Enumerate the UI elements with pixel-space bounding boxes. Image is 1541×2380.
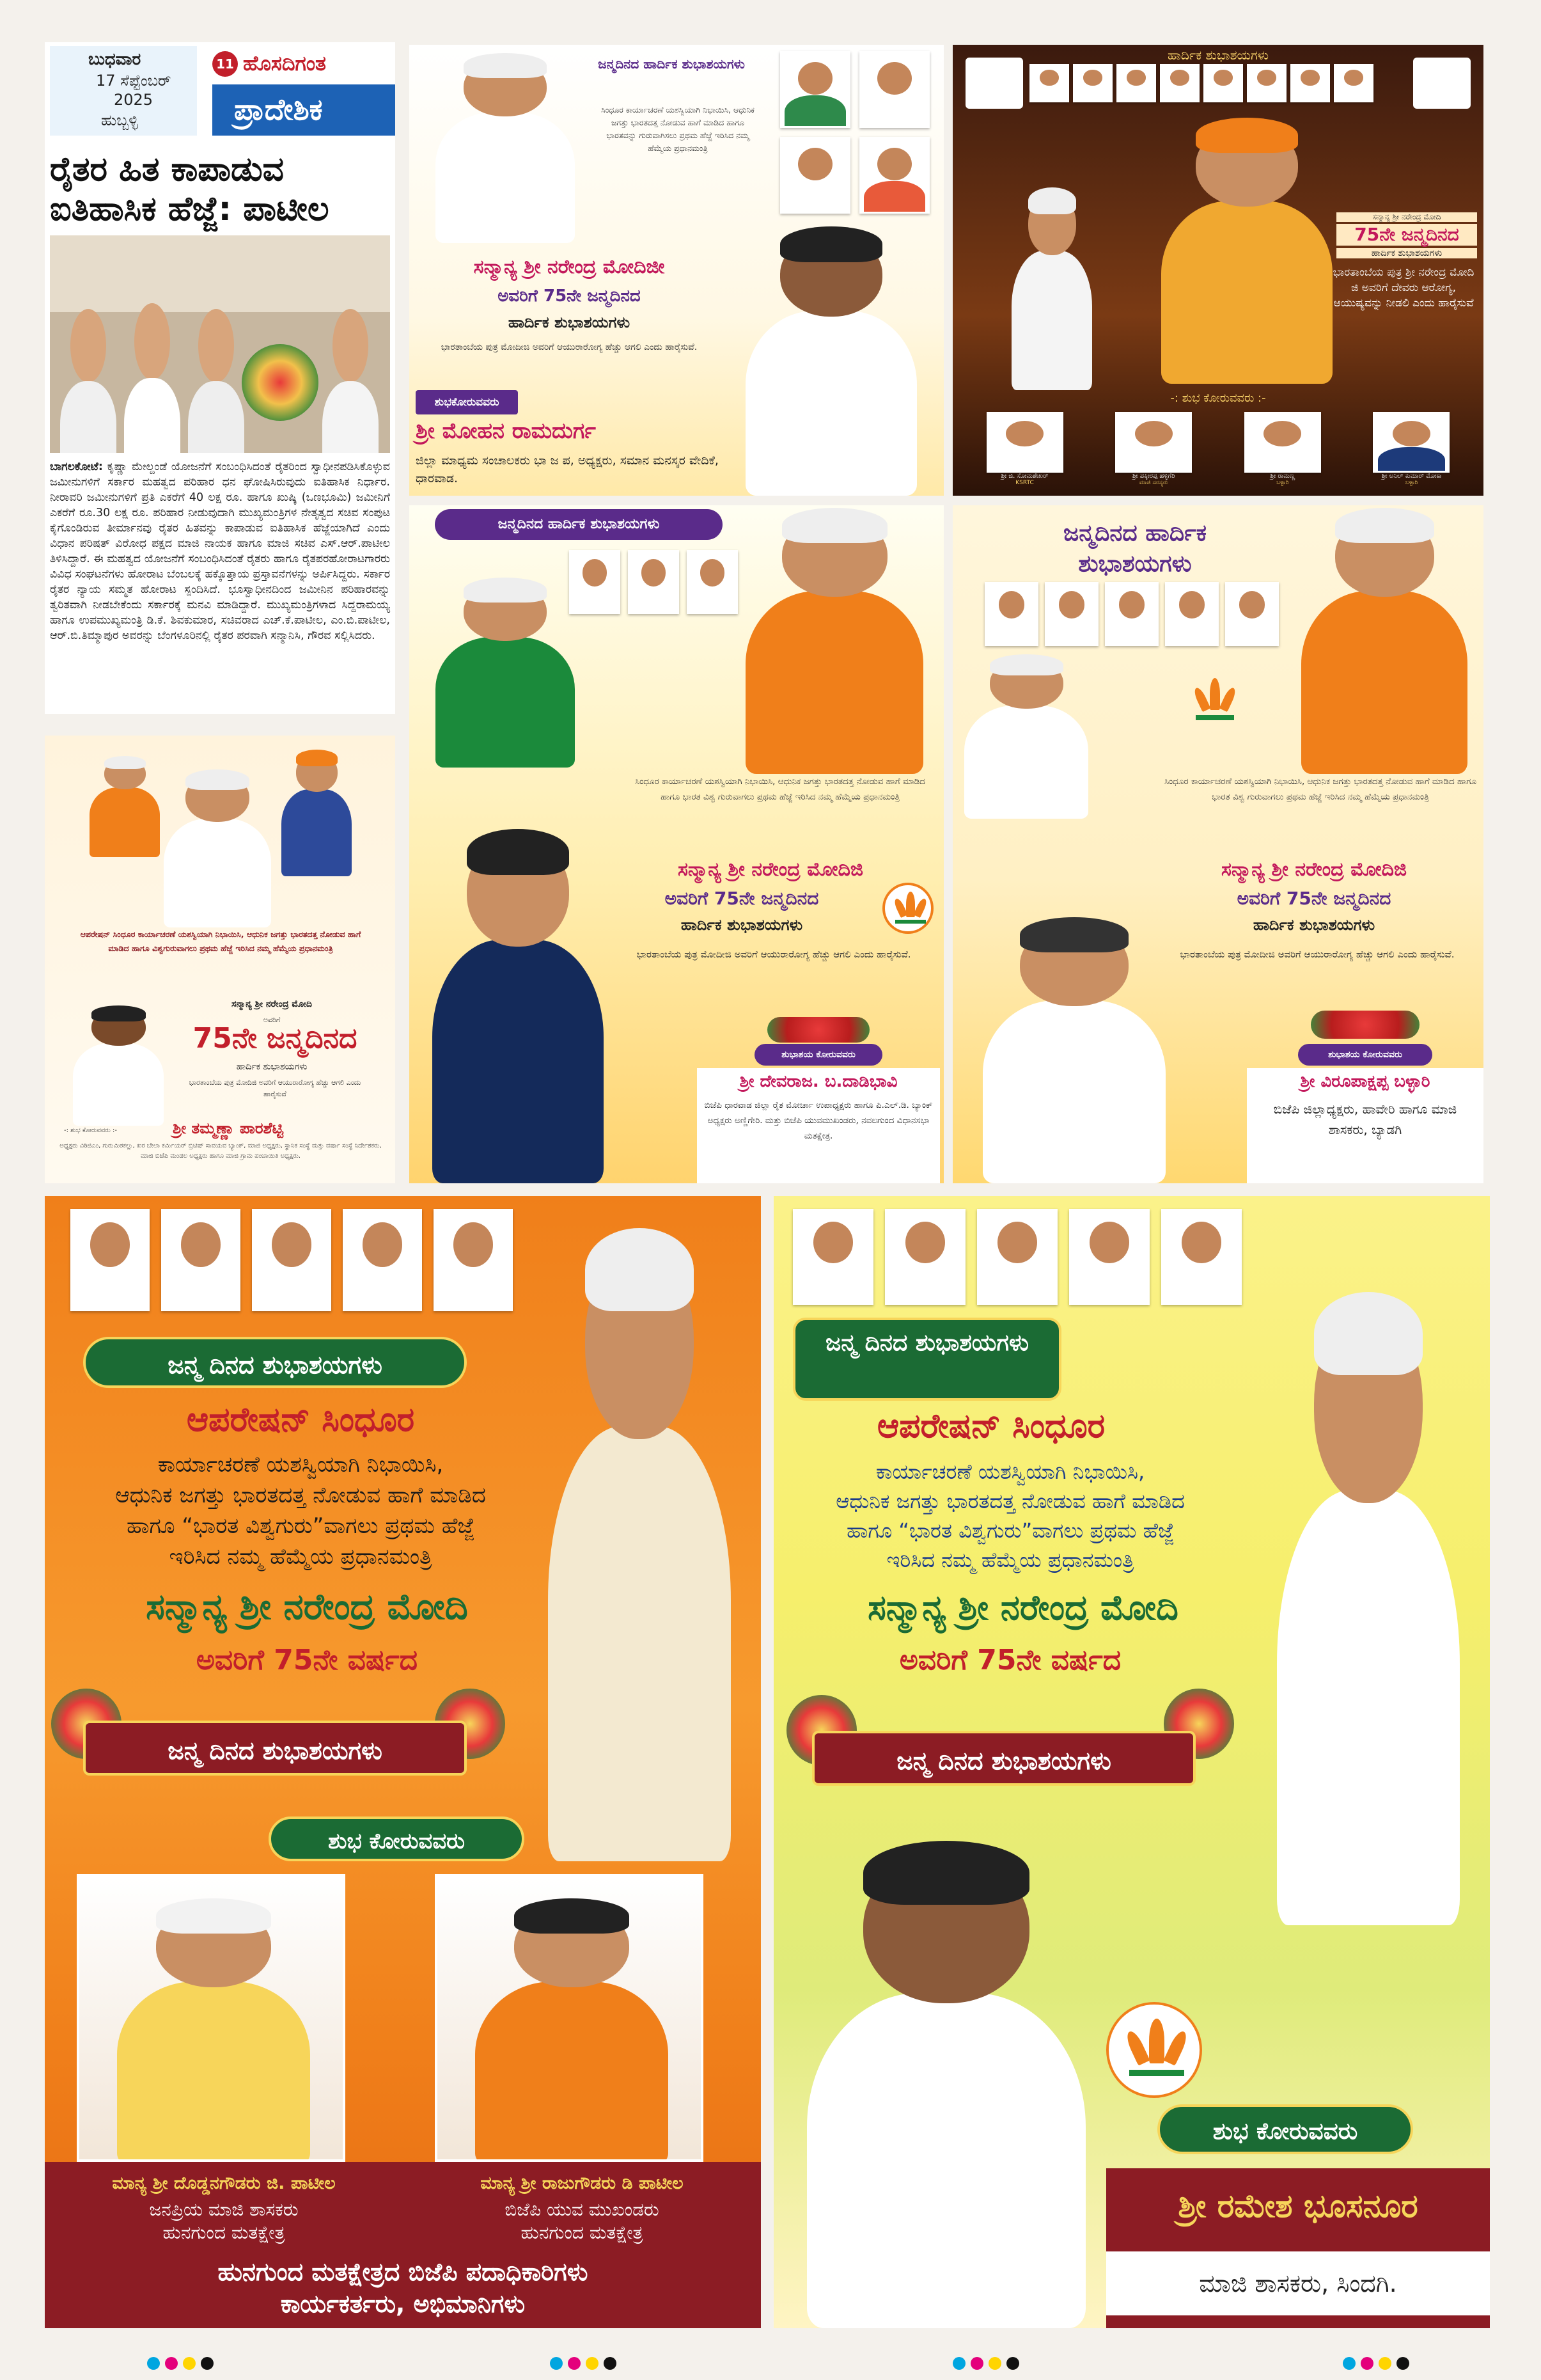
ad5-leader-thumbs [985, 582, 1279, 646]
ad2-sub: ಹಾರ್ದಿಕ ಶುಭಾಶಯಗಳು [1336, 248, 1477, 258]
leader-photo [434, 1209, 513, 1311]
sponsor-name: ಶ್ರೀ ಪಕ್ಕೀರಪ್ಪ ಹಳ್ಳಿಗೆರಿ [1132, 473, 1175, 480]
ad3-sponsor-portrait [64, 1004, 173, 1126]
leader-green-portrait [422, 576, 588, 768]
sponsor-portrait [416, 825, 620, 1183]
modi-standing-portrait [531, 1222, 748, 1861]
masthead-city: ಹುಬ್ಬಳ್ಳಿ [101, 111, 138, 129]
ad2-from-label: -: ಶುಭ ಕೋರುವವರು :- [1170, 391, 1266, 405]
ad5-line3: ಹಾರ್ದಿಕ ಶುಭಾಶಯಗಳು [1253, 916, 1375, 934]
ad6-sponsor-place-1: ಹುನಗುಂದ ಮತಕ್ಷೇತ್ರ [162, 2222, 285, 2243]
ad6-op: ಆಪರೇಷನ್ ಸಿಂಧೂರ [186, 1401, 415, 1439]
ad5-intro: ಸಿಂಧೂರ ಕಾರ್ಯಾಚರಣೆ ಯಶಸ್ವಿಯಾಗಿ ನಿಭಾಯಿಸಿ, ಆಧುನಿಕ ಜಗತ್ತು ಭಾರತದತ್ತ ನೋಡುವ ಹಾಗೆ ಮಾಡಿದ ಹಾಗೂ ಭಾರತ ವಿಶ್ವ ಗುರುವಾಗಲು ಪ್ರಥಮ ಹೆಜ್ಜೆ ಇರಿಸಿದ ನಮ್ಮ ಹೆಮ್ಮೆಯ ಪ್ರಧಾನಮಂತ್ರಿ [1164, 776, 1476, 802]
ad1-line2: ಅವರಿಗೆ 75ನೇ ಜನ್ಮದಿನದ [497, 287, 641, 306]
ad3-from-label: -: ಶುಭ ಕೋರುವವರು :- [64, 1127, 117, 1134]
ad4-from-label: ಶುಭಾಶಯ ಕೋರುವವರು [755, 1044, 882, 1066]
ad4-sponsor-title: ಬಿಜೆಪಿ ಧಾರವಾಡ ಜಿಲ್ಲಾ ರೈತ ಮೋರ್ಚಾ ಉಪಾಧ್ಯಕ್ಷರು ಹಾಗೂ ಪಿ.ಎಲ್.ಡಿ. ಬ್ಯಾಂಕ್ ಅಧ್ಯಕ್ಷರು ಅಣ್ಣಿಗೇರಿ. ಮತ್ತು ಬಿಜೆಪಿ ಯುವಮುಖಂಡರು, ನವಲಗುಂದ ವಿಧಾನಸಭಾ ಮತಕ್ಷೇತ್ರ. [704, 1100, 933, 1141]
modi-portrait [729, 505, 940, 774]
article-body [50, 459, 390, 643]
ad7-intro1: ಕಾರ್ಯಾಚರಣೆ ಯಶಸ್ವಿಯಾಗಿ ನಿಭಾಯಿಸಿ, [875, 1460, 1145, 1484]
ad6-banner: ಜನ್ಮ ದಿನದ ಶುಭಾಶಯಗಳು [83, 1721, 467, 1776]
page-number: 11 [212, 51, 238, 77]
ad7-intro4: ಇರಿಸಿದ ನಮ್ಮ ಹೆಮ್ಮೆಯ ಪ್ರಧಾನಮಂತ್ರಿ [886, 1548, 1134, 1572]
sponsor-photo [1373, 412, 1450, 473]
sponsor-photo [987, 412, 1063, 473]
leader-photo [70, 1209, 150, 1311]
ad6-sponsor-place-2: ಹುನಗುಂದ ಮತಕ್ಷೇತ್ರ [520, 2222, 643, 2243]
ad4-title: ಜನ್ಮದಿನದ ಹಾರ್ದಿಕ ಶುಭಾಶಯಗಳು [435, 509, 723, 540]
ad6-intro3: ಹಾಗೂ “ಭಾರತ ವಿಶ್ವಗುರು”ವಾಗಲು ಪ್ರಥಮ ಹೆಜ್ಜೆ [126, 1513, 475, 1539]
ad6-intro4: ಇರಿಸಿದ ನಮ್ಮ ಹೆಮ್ಮೆಯ ಪ್ರಧಾನಮಂತ್ರಿ [169, 1544, 432, 1570]
leader-photo [1160, 64, 1200, 102]
leader-photo [628, 550, 679, 614]
flower-bouquet [242, 344, 318, 421]
leader-photo [1029, 64, 1069, 102]
ad2-sponsor-card [966, 412, 1084, 492]
article-dateline: ಬಾಗಲಕೋಟೆ: [50, 461, 103, 473]
ad2-title: ಹಾರ್ದಿಕ ಶುಭಾಶಯಗಳು [1167, 47, 1269, 63]
leader-photo [859, 137, 930, 214]
ad2-sponsors [966, 412, 1471, 492]
leader-photo [1105, 582, 1159, 646]
leader-photo [1165, 582, 1219, 646]
ad3-wish: ಭಾರತಾಂಬೆಯ ಪುತ್ರ ಮೋದಿಜಿ ಅವರಿಗೆ ಆಯುರಾರೋಗ್ಯ ಹೆಚ್ಚು ಆಗಲಿ ಎಂದು ಹಾರೈಸುವೆ [189, 1078, 361, 1098]
ad1-sponsor-title: ಜಿಲ್ಲಾ ಮಾಧ್ಯಮ ಸಂಚಾಲಕರು ಭಾ ಜ ಪ, ಅಧ್ಯಕ್ಷರು, ಸಮಾನ ಮನಸ್ಕರ ವೇದಿಕೆ, ಧಾರವಾಡ. [416, 453, 719, 485]
sponsor-name: ಶ್ರೀ ಅನಿಲ್ ಕುಮಾರ್ ಮೋಕಾ [1381, 473, 1442, 480]
ad2-leader-thumbs [1029, 64, 1373, 102]
leader-photo [343, 1209, 422, 1311]
ad6-sponsor-photo-2 [435, 1874, 703, 2162]
modi-portrait [422, 51, 588, 243]
ad1-line3: ಹಾರ್ದಿಕ ಶುಭಾಶಯಗಳು [508, 313, 630, 331]
article-column [45, 42, 395, 714]
modi-group-portraits [83, 742, 358, 934]
ad2-msg: ಭಾರತಾಂಬೆಯ ಪುತ್ರ ಶ್ರೀ ನರೇಂದ್ರ ಮೋದಿ ಜಿ ಅವರಿಗೆ ದೇವರು ಆರೋಗ್ಯ, ಆಯುಷ್ಯವನ್ನು ನೀಡಲಿ ಎಂದು ಹಾರೈಸುವೆ [1333, 266, 1475, 310]
leader-photo [977, 1209, 1058, 1305]
ad4-sponsor-name: ಶ್ರೀ ದೇವರಾಜ. ಬ.ದಾಡಿಭಾವಿ [739, 1072, 898, 1091]
ad-tammanna-parashetti [45, 736, 395, 1183]
ad5-sponsor-card [1247, 1068, 1483, 1183]
masthead-year: 2025 [114, 91, 153, 109]
ad4-leader-thumbs [569, 550, 738, 614]
ad5-honoree: ಸನ್ಮಾನ್ಯ ಶ್ರೀ ನರೇಂದ್ರ ಮೋದಿಜಿ [1221, 858, 1407, 881]
leader-photo [1116, 64, 1156, 102]
ad7-banner: ಜನ್ಮ ದಿನದ ಶುಭಾಶಯಗಳು [812, 1731, 1196, 1786]
paper-logo-bar [212, 47, 395, 81]
sponsor-name: ಶ್ರೀ ರಾಮಣ್ಣ [1270, 473, 1295, 480]
ad6-honoree: ಸನ್ಮಾನ್ಯ ಶ್ರೀ ನರೇಂದ್ರ ಮೋದಿ [146, 1586, 468, 1628]
ad6-footer-1: ಹುನಗುಂದ ಮತಕ್ಷೇತ್ರದ ಬಿಜೆಪಿ ಪದಾಧಿಕಾರಿಗಳು [217, 2258, 588, 2286]
bjp-lotus-icon [1106, 2002, 1202, 2098]
flower-garland [767, 1017, 870, 1043]
ad4-line3: ಹಾರ್ದಿಕ ಶುಭಾಶಯಗಳು [680, 916, 803, 934]
sponsor-role: ಬಳ್ಳಾರಿ [1276, 480, 1289, 486]
leader-white-portrait [953, 652, 1100, 819]
ad4-intro: ಸಿಂಧೂರ ಕಾರ್ಯಾಚರಣೆ ಯಶಸ್ವಿಯಾಗಿ ನಿಭಾಯಿಸಿ, ಆಧುನಿಕ ಜಗತ್ತು ಭಾರತದತ್ತ ನೋಡುವ ಹಾಗೆ ಮಾಡಿದ ಹಾಗೂ ಭಾರತ ವಿಶ್ವ ಗುರುವಾಗಲು ಪ್ರಥಮ ಹೆಜ್ಜೆ ಇರಿಸಿದ ನಮ್ಮ ಹೆಮ್ಮೆಯ ಪ್ರಧಾನಮಂತ್ರಿ [635, 776, 925, 802]
article-photo [50, 235, 390, 453]
ad1-leader-thumbs [780, 51, 940, 214]
ad1-from-label: ಶುಭಕೋರುವವರು [416, 390, 518, 414]
sponsor-role: ಬಳ್ಳಾರಿ [1405, 480, 1418, 486]
leader-photo [885, 1209, 966, 1305]
section-name: ಪ್ರಾದೇಶಿಕ [234, 92, 323, 127]
masthead-date: 17 ಸೆಪ್ಟೆಂಬರ್ [96, 72, 171, 90]
ad6-intro2: ಆಧುನಿಕ ಜಗತ್ತು ಭಾರತದತ್ತ ನೋಡುವ ಹಾಗೆ ಮಾಡಿದ [115, 1483, 486, 1508]
ad6-sponsor-name-1: ಮಾನ್ಯ ಶ್ರೀ ದೊಡ್ಡನಗೌಡರು ಜಿ. ಪಾಟೀಲ [112, 2173, 336, 2193]
leader-photo [780, 51, 850, 128]
ad2-honoree-small: ಸನ್ಮಾನ್ಯ ಶ್ರೀ ನರೇಂದ್ರ ಮೋದಿ [1336, 212, 1477, 222]
ad7-intro2: ಆಧುನಿಕ ಜಗತ್ತು ಭಾರತದತ್ತ ನೋಡುವ ಹಾಗೆ ಮಾಡಿದ [836, 1489, 1185, 1513]
ad1-honoree: ಸನ್ಮಾನ್ಯ ಶ್ರೀ ನರೇಂದ್ರ ಮೋದಿಜೀ [473, 256, 665, 278]
ad3-sponsor-name: ಶ್ರೀ ತಮ್ಮಣ್ಣಾ ಪಾರಶೆಟ್ಟಿ [173, 1119, 284, 1137]
leader-photo [252, 1209, 331, 1311]
bjp-flag-left [966, 58, 1023, 109]
registration-marks [953, 2357, 1019, 2370]
leader-photo [1290, 64, 1330, 102]
leader-photo [985, 582, 1038, 646]
registration-marks [550, 2357, 616, 2370]
date-box [50, 46, 197, 136]
ad6-from-label: ಶುಭ ಕೋರುವವರು [269, 1817, 524, 1861]
ad7-from-label: ಶುಭ ಕೋರುವವರು [1157, 2104, 1413, 2154]
masthead-day: ಬುಧವಾರ [88, 50, 141, 69]
registration-marks [1343, 2357, 1409, 2370]
modi-walking-portrait [1260, 1286, 1477, 1925]
ad4-honoree: ಸನ್ಮಾನ್ಯ ಶ್ರೀ ನರೇಂದ್ರ ಮೋದಿಜಿ [678, 858, 863, 881]
leader-photo [1225, 582, 1279, 646]
ad1-intro: ಸಿಂಧೂರ ಕಾರ್ಯಾಚರಣೆ ಯಶಸ್ವಿಯಾಗಿ ನಿಭಾಯಿಸಿ, ಆಧುನಿಕ ಜಗತ್ತು ಭಾರತದತ್ತ ನೋಡುವ ಹಾಗೆ ಮಾಡಿದ ಹಾಗೂ ಭಾರತವನ್ನು ಗುರುವಾಗಿಸಲು ಪ್ರಥಮ ಹೆಜ್ಜೆ ಇರಿಸಿದ ನಮ್ಮ ಹೆಮ್ಮೆಯ ಪ್ರಧಾನಮಂತ್ರಿ [601, 105, 755, 153]
modi-portrait [1285, 505, 1483, 774]
ad4-line2: ಅವರಿಗೆ 75ನೇ ಜನ್ಮದಿನದ [664, 888, 819, 909]
ad6-title: ಜನ್ಮ ದಿನದ ಶುಭಾಶಯಗಳು [83, 1337, 467, 1388]
ad-hungund-patil [45, 1196, 761, 2328]
sponsor-photo [1115, 412, 1192, 473]
ad7-year: ಅವರಿಗೆ 75ನೇ ವರ್ಷದ [899, 1644, 1122, 1676]
modi-waving-portrait [1145, 115, 1349, 384]
ad-devaraj-dadibhavi [409, 505, 944, 1183]
ad1-sponsor-name: ಶ್ರೀ ಮೋಹನ ರಾಮದುರ್ಗ [416, 418, 596, 444]
leader-photo [1069, 1209, 1150, 1305]
ad3-sponsor-title: ಅಧ್ಯಕ್ಷರು ವಿಠಿಜಿಎಂ, ಗುರುಮಿಠಕಲ್ಲು, ಖರ ಬೇಲಾ ಕರ್ಮಿಯರ್ ಬ್ರಿಟಿಷ್ ಸಾವಯವ ಬ್ಯಾಂಕ್, ಮಾಜಿ ಅಧ್ಯಕ್ಷರು, ಸ್ಥಾನಿಕ ಸಂಸ್ಥೆ ಮತ್ತು ವರ್ಷಾ ಸಂಸ್ಥೆ ನಿರ್ದೇಶಕರು, ಮಾಜಿ ಬಿಜೆಪಿ ಮಂಡಲ ಅಧ್ಯಕ್ಷರು ಹಾಗೂ ಮಾಜಿ ಗ್ರಾಮ ಪಂಚಾಯಿತಿ ಅಧ್ಯಕ್ಷರು. [59, 1142, 382, 1160]
leader-photo [859, 51, 930, 128]
ad5-sponsor-title: ಬಿಜೆಪಿ ಜಿಲ್ಲಾಧ್ಯಕ್ಷರು, ಹಾವೇರಿ ಹಾಗೂ ಮಾಜಿ ಶಾಸಕರು, ಬ್ಯಾಡಗಿ [1273, 1101, 1457, 1137]
masthead [45, 42, 395, 138]
ad5-title: ಜನ್ಮದಿನದ ಹಾರ್ದಿಕ ಶುಭಾಶಯಗಳು [1063, 520, 1207, 577]
ad5-line2: ಅವರಿಗೆ 75ನೇ ಜನ್ಮದಿನದ [1237, 888, 1391, 909]
ad5-wish: ಭಾರತಾಂಬೆಯ ಪುತ್ರ ಮೋದೀಜಿ ಅವರಿಗೆ ಆಯುರಾರೋಗ್ಯ ಹೆಚ್ಚು ಆಗಲಿ ಎಂದು ಹಾರೈಸುವೆ. [1180, 949, 1455, 960]
leader-photo [1334, 64, 1373, 102]
leader-photo [161, 1209, 240, 1311]
ad3-avarige: ಅವರಿಗೆ [263, 1016, 281, 1024]
ad6-sponsor-role-1: ಜನಪ್ರಿಯ ಮಾಜಿ ಶಾಸಕರು [149, 2199, 299, 2220]
headline: ರೈತರ ಹಿತ ಕಾಪಾಡುವ ಐತಿಹಾಸಿಕ ಹೆಜ್ಜೆ: ಪಾಟೀಲ [50, 150, 329, 228]
ad3-honoree: ಸನ್ಮಾನ್ಯ ಶ್ರೀ ನರೇಂದ್ರ ಮೋದಿ [231, 999, 312, 1009]
ad2-sponsor-card [1223, 412, 1342, 492]
article-text: ಕೃಷ್ಣಾ ಮೇಲ್ದಂಡೆ ಯೋಜನೆಗೆ ಸಂಬಂಧಿಸಿದಂತೆ ರೈತರಿಂದ ಸ್ವಾಧೀನಪಡಿಸಿಕೊಳ್ಳುವ ಜಮೀನುಗಳಿಗೆ ಸರ್ಕಾರ ಮಹತ್ವದ ಪರಿಹಾರ ಧನ ಘೋಷಿಸಿರುವುದು ಐತಿಹಾಸಿಕ ನಿರ್ಧಾರ. ನೀರಾವರಿ ಜಮೀನುಗಳಿಗೆ ಪ್ರತಿ ಎಕರೆಗೆ 40 ಲಕ್ಷ ರೂ. ಹಾಗೂ ಖುಷ್ಕಿ (ಒಣಭೂಮಿ) ಜಮೀನಿಗೆ ಎಕರೆಗೆ ರೂ.30 ಲಕ್ಷ ರೂ. ಪರಿಹಾರ ನೀಡುವುದಾಗಿ ಮುಖ್ಯಮಂತ್ರಿಗಳ ನೇತೃತ್ವದ ಸಚಿವ ಸಂಪುಟ ಕೈಗೊಂಡಿರುವ ತೀರ್ಮಾನವು ರೈತರ ಹಿತವನ್ನು ಕಾಪಾಡುವ ಐತಿಹಾಸಿಕ ಹೆಜ್ಜೆಯಾಗಿದೆ ಎಂದು ವಿಧಾನ ಪರಿಷತ್ ವಿರೋಧ ಪಕ್ಷದ ಮಾಜಿ ನಾಯಕ ಹಾಗೂ ಮಾಜಿ ಸಚಿವ ಎಸ್.ಆರ್.ಪಾಟೀಲ ತಿಳಿಸಿದ್ದಾರೆ. ಈ ಮಹತ್ವದ ಯೋಜನೆಗೆ ಸಂಬಂಧಿಸಿದಂತೆ ರೈತರು ಹಾಗೂ ರೈತಪರಹೋರಾಟಗಾರರು ವಿವಿಧ ಸಂಘಟನೆಗಳು ಹೋರಾಟ ಬೆಂಬಲಕ್ಕೆ ಹಕ್ಕೊತ್ತಾಯ ಪ್ರಸ್ತಾವನೆಗಳನ್ನು ಅರ್ಪಿಸಿದ್ದರು. ಸರ್ಕಾರ ರೈತರ ನ್ಯಾಯ ಸಮ್ಮತ ಹೋರಾಟ ಸ್ಪಂದಿಸಿದೆ. ಭೂಸ್ವಾಧೀನದಿಂದ ಜಮೀನಿನ ಪರಿಹಾರವನ್ನು ತ್ವರಿತವಾಗಿ ನೀಡಬೇಕೆಂದು ಸರ್ಕಾರಕ್ಕೆ ಮನವಿ ಮಾಡಿದ್ದಾರೆ. ಮುಖ್ಯಮಂತ್ರಿಗಳಾದ ಸಿದ್ದರಾಮಯ್ಯ ಹಾಗೂ ಉಪಮುಖ್ಯಮಂತ್ರಿ ಡಿ.ಕೆ. ಶಿವಕುಮಾರ, ಸಚಿವರಾದ ಎಚ್.ಕೆ.ಪಾಟೀಲ, ಎಂ.ಬಿ.ಪಾಟೀಲ, ಆರ್.ಬಿ.ತಿಮ್ಮಾಪುರ ಅವರನ್ನು ಬೆಂಗಳೂರಿನಲ್ಲಿ ರೈತರ ಪರವಾಗಿ ಸನ್ಮಾನಿಸಿ, ಗೌರವ ಸಲ್ಲಿಸಿದರು. [50, 461, 390, 642]
ad2-big: 75ನೇ ಜನ್ಮದಿನದ [1336, 224, 1477, 246]
ad7-title: ಜನ್ಮ ದಿನದ ಶುಭಾಶಯಗಳು [793, 1318, 1061, 1401]
ad3-intro: ಆಪರೇಷನ್ ಸಿಂಧೂರ ಕಾರ್ಯಾಚರಣೆ ಯಶಸ್ವಿಯಾಗಿ ನಿಭಾಯಿಸಿ, ಆಧುನಿಕ ಜಗತ್ತು ಭಾರತದತ್ತ ನೋಡುವ ಹಾಗೆ ಮಾಡಿದ ಹಾಗೂ ವಿಶ್ವಗುರುವಾಗಲು ಪ್ರಥಮ ಹೆಜ್ಜೆ ಇರಿಸಿದ ನಮ್ಮ ಹೆಮ್ಮೆಯ ಪ್ರಧಾನಮಂತ್ರಿ [80, 929, 361, 953]
ad1-wish: ಭಾರತಾಂಬೆಯ ಪುತ್ರ ಮೋದೀಜಿ ಅವರಿಗೆ ಆಯುರಾರೋಗ್ಯ ಹೆಚ್ಚು ಆಗಲಿ ಎಂದು ಹಾರೈಸುವೆ. [441, 342, 698, 352]
ad2-sponsor-card [1352, 412, 1471, 492]
section-banner [212, 84, 395, 136]
ad7-leader-thumbs [793, 1209, 1242, 1305]
ad7-op: ಆಪರೇಷನ್ ಸಿಂಧೂರ [877, 1407, 1106, 1446]
ad6-intro1: ಕಾರ್ಯಾಚರಣೆ ಯಶಸ್ವಿಯಾಗಿ ನಿಭಾಯಿಸಿ, [157, 1452, 444, 1478]
ad3-big: 75ನೇ ಜನ್ಮದಿನದ [192, 1022, 357, 1055]
leader-photo [1161, 1209, 1242, 1305]
modi-walking-portrait [1004, 185, 1100, 390]
leader-photo [793, 1209, 873, 1305]
leader-photo [1045, 582, 1099, 646]
leader-photo [1073, 64, 1113, 102]
sponsor-photo [1244, 412, 1321, 473]
ad6-footer-2: ಕಾರ್ಯಕರ್ತರು, ಅಭಿಮಾನಿಗಳು [280, 2290, 526, 2318]
leader-photo [780, 137, 850, 214]
ad6-sponsor-photo-1 [77, 1874, 345, 2162]
ad5-from-label: ಶುಭಾಶಯ ಕೋರುವವರು [1298, 1044, 1432, 1066]
ad-ramesh-bhusanur [774, 1196, 1490, 2328]
ad7-sponsor-title: ಮಾಜಿ ಶಾಸಕರು, ಸಿಂದಗಿ. [1106, 2251, 1490, 2315]
ad3-sub: ಹಾರ್ದಿಕ ಶುಭಾಶಯಗಳು [236, 1062, 308, 1072]
bjp-lotus-icon [882, 883, 934, 934]
bjp-lotus-icon [1183, 672, 1247, 736]
ad-mohan-ramadurga [409, 45, 944, 496]
ad7-intro3: ಹಾಗೂ “ಭಾರತ ವಿಶ್ವಗುರು”ವಾಗಲು ಪ್ರಥಮ ಹೆಜ್ಜೆ [846, 1518, 1175, 1543]
ad6-sponsors-band [45, 2162, 761, 2328]
sponsor-role: KSRTC [1015, 480, 1034, 486]
flower-garland [1311, 1011, 1420, 1039]
ad4-sponsor-card [697, 1068, 940, 1183]
ad7-sponsor-name: ಶ್ರೀ ರಮೇಶ ಭೂಸನೂರ [1178, 2187, 1418, 2225]
ad6-leader-thumbs [70, 1209, 513, 1311]
ad1-sponsor-portrait [729, 224, 934, 496]
ad6-year: ಅವರಿಗೆ 75ನೇ ವರ್ಷದ [196, 1644, 418, 1676]
ad7-honoree: ಸನ್ಮಾನ್ಯ ಶ್ರೀ ನರೇಂದ್ರ ಮೋದಿ [868, 1588, 1178, 1628]
ad-virupakshappa-ballari [953, 505, 1483, 1183]
sponsor-role: ಮಾಜಿ ಸದಸ್ಯರು [1139, 480, 1168, 486]
registration-marks [147, 2357, 214, 2370]
ad-somashekar-group [953, 45, 1483, 496]
sponsor-portrait [780, 1836, 1113, 2328]
ad6-sponsor-name-2: ಮಾನ್ಯ ಶ್ರೀ ರಾಜುಗೌಡರು ಡಿ ಪಾಟೀಲ [480, 2173, 684, 2193]
ad6-sponsor-role-2: ಬಿಜೆಪಿ ಯುವ ಮುಖಂಡರು [505, 2199, 659, 2220]
sponsor-portrait [966, 915, 1183, 1183]
bjp-flag-right [1413, 58, 1471, 109]
ad5-sponsor-name: ಶ್ರೀ ವಿರೂಪಾಕ್ಷಪ್ಪ ಬಳ್ಳಾರಿ [1300, 1072, 1430, 1091]
leader-photo [1203, 64, 1243, 102]
paper-name: ಹೊಸದಿಗಂತ [243, 51, 326, 75]
leader-photo [1247, 64, 1287, 102]
ad2-sponsor-card [1095, 412, 1213, 492]
ad1-title: ಜನ್ಮದಿನದ ಹಾರ್ದಿಕ ಶುಭಾಶಯಗಳು [598, 56, 745, 72]
sponsor-name: ಶ್ರೀ ಜಿ. ಸೋಮಶೇಖರ್ [1001, 473, 1049, 480]
ad4-wish: ಭಾರತಾಂಬೆಯ ಪುತ್ರ ಮೋದೀಜಿ ಅವರಿಗೆ ಆಯುರಾರೋಗ್ಯ ಹೆಚ್ಚು ಆಗಲಿ ಎಂದು ಹಾರೈಸುವೆ. [636, 949, 911, 960]
